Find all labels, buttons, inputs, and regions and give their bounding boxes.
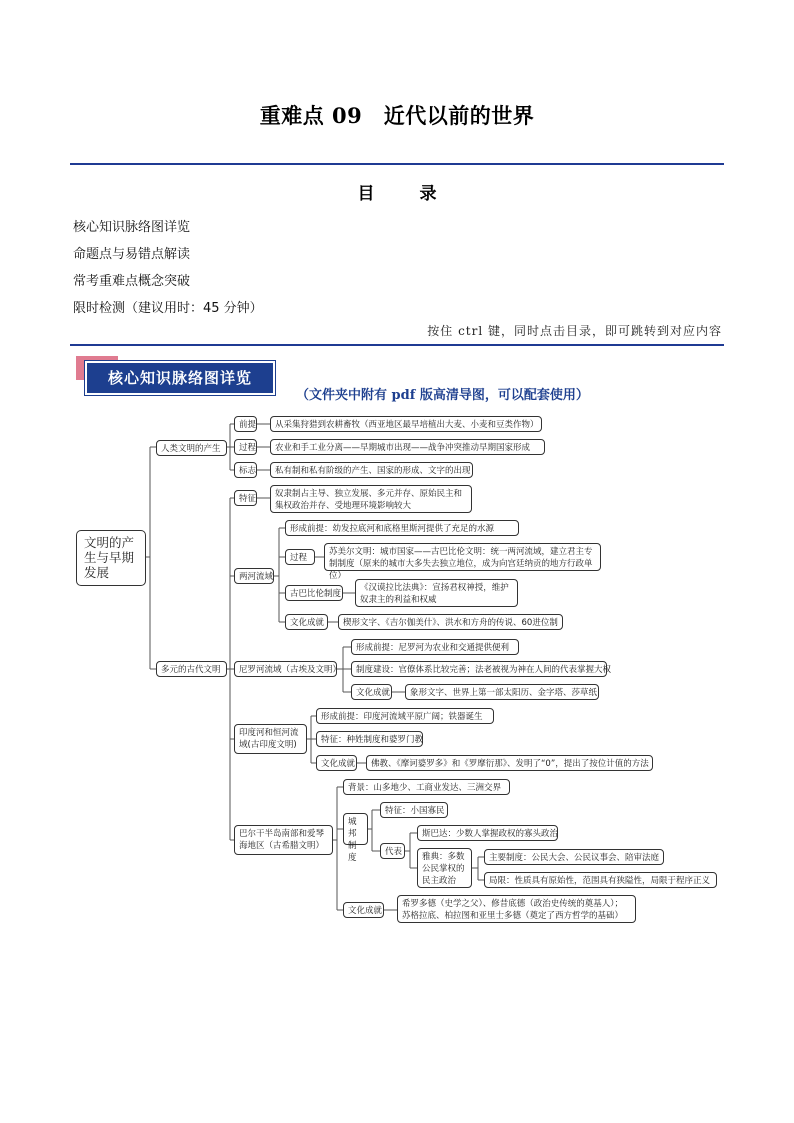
- branch-diverse-civilizations: 多元的古代文明: [156, 661, 227, 677]
- node-greece-representative: 代表: [380, 843, 405, 859]
- node-meso-babylon-label: 古巴比伦制度: [285, 585, 343, 601]
- toc-heading: 目 录: [357, 184, 451, 204]
- node-feature-text: 奴隶制占主导、独立发展、多元并存、原始民主和集权政治并存、受地理环境影响较大: [270, 485, 472, 513]
- node-greece-culture-text: 希罗多德（史学之父）、修昔底德（政治史传统的奠基人）；苏格拉底、柏拉图和亚里士多德（奠定了西方哲学的基础）: [397, 895, 636, 923]
- toc-link-key-points[interactable]: 命题点与易错点解读: [73, 247, 191, 262]
- node-greece: 巴尔干半岛南部和爱琴海地区（古希腊文明）: [234, 825, 333, 855]
- page-title: 重难点 09 近代以前的世界: [259, 103, 535, 128]
- node-greece-athens-limit: 局限：性质具有原始性，范围具有狭隘性，局限于程序正义: [484, 872, 717, 888]
- node-india-feature: 特征：种姓制度和婆罗门教: [316, 731, 423, 747]
- node-mesopotamia: 两河流域: [234, 568, 274, 584]
- connector: [227, 424, 234, 470]
- toc-link-timed-test[interactable]: 限时检测（建议用时：45 分钟）: [73, 301, 263, 316]
- node-feature-label: 特征: [234, 490, 257, 506]
- connector: [274, 528, 285, 622]
- node-meso-culture-label: 文化成就: [285, 614, 328, 630]
- node-india: 印度河和恒河流域(古印度文明): [234, 724, 307, 754]
- banner-label: 核心知识脉络图详览: [85, 361, 275, 395]
- connector: [472, 857, 484, 880]
- node-nile-culture-label: 文化成就: [351, 684, 392, 700]
- connector: [307, 716, 316, 763]
- node-nile: 尼罗河流域（古埃及文明）: [234, 661, 337, 677]
- node-greece-athens: 雅典：多数公民掌权的民主政治: [417, 848, 472, 888]
- node-greece-city-feature: 特征：小国寡民: [380, 802, 448, 818]
- node-greece-culture-label: 文化成就: [343, 902, 384, 918]
- connector: [257, 424, 270, 470]
- node-india-culture-text: 佛教、《摩诃婆罗多》和《罗摩衍那》、发明了“0”，提出了按位计值的方法: [366, 755, 653, 771]
- node-india-premise: 形成前提：印度河流域平原广阔；铁器诞生: [316, 708, 494, 724]
- node-meso-process-label: 过程: [285, 549, 315, 565]
- node-greece-sparta: 斯巴达：少数人掌握政权的寡头政治: [417, 825, 558, 841]
- node-greece-city-state: 城邦制度: [343, 813, 368, 845]
- node-nile-system: 制度建设：官僚体系比较完善；法老被视为神在人间的代表掌握大权: [351, 661, 607, 677]
- node-greece-athens-main: 主要制度：公民大会、公民议事会、陪审法庭: [484, 849, 664, 865]
- toc-link-mindmap[interactable]: 核心知识脉络图详览: [73, 220, 191, 235]
- mindmap-root: 文明的产生与早期发展: [76, 530, 146, 586]
- node-nile-premise: 形成前提：尼罗河为农业和交通提供便利: [351, 639, 519, 655]
- node-meso-process-text: 苏美尔文明：城市国家——古巴比伦文明：统一两河流域，建立君主专制制度（原来的城市大多失去独立地位，成为向宫廷纳贡的地方行政单位）: [324, 543, 601, 571]
- toc-hint: 按住 ctrl 键，同时点击目录，即可跳转到对应内容: [427, 324, 722, 338]
- node-premise-text: 从采集狩猎到农耕畜牧（西亚地区最早培植出大麦、小麦和豆类作物）: [270, 416, 542, 432]
- node-process-text: 农业和手工业分离——早期城市出现——战争冲突推动早期国家形成: [270, 439, 545, 455]
- node-mark-label: 标志: [234, 462, 257, 478]
- node-process-label: 过程: [234, 439, 257, 455]
- node-premise-label: 前提: [234, 416, 257, 432]
- connector: [227, 498, 234, 840]
- connector: [405, 833, 417, 868]
- connector: [368, 810, 380, 851]
- node-mark-text: 私有制和私有阶级的产生、国家的形成、文字的出现: [270, 462, 473, 478]
- toc-link-concepts[interactable]: 常考重难点概念突破: [73, 274, 191, 289]
- banner-note: （文件夹中附有 pdf 版高清导图，可以配套使用）: [296, 388, 589, 403]
- node-meso-premise: 形成前提：幼发拉底河和底格里斯河提供了充足的水源: [285, 520, 519, 536]
- node-nile-culture-text: 象形文字、世界上第一部太阳历、金字塔、莎草纸: [405, 684, 599, 700]
- connector: [146, 447, 156, 669]
- branch-civilization-origin: 人类文明的产生: [156, 440, 227, 456]
- node-india-culture-label: 文化成就: [316, 755, 357, 771]
- connector: [333, 787, 343, 910]
- node-meso-culture-text: 楔形文字、《吉尔伽美什》、洪水和方舟的传说、60进位制: [338, 614, 563, 630]
- node-meso-babylon-text: 《汉谟拉比法典》：宣扬君权神授，维护奴隶主的利益和权威: [355, 579, 518, 607]
- node-greece-background: 背景：山多地少、工商业发达、三洲交界: [343, 779, 510, 795]
